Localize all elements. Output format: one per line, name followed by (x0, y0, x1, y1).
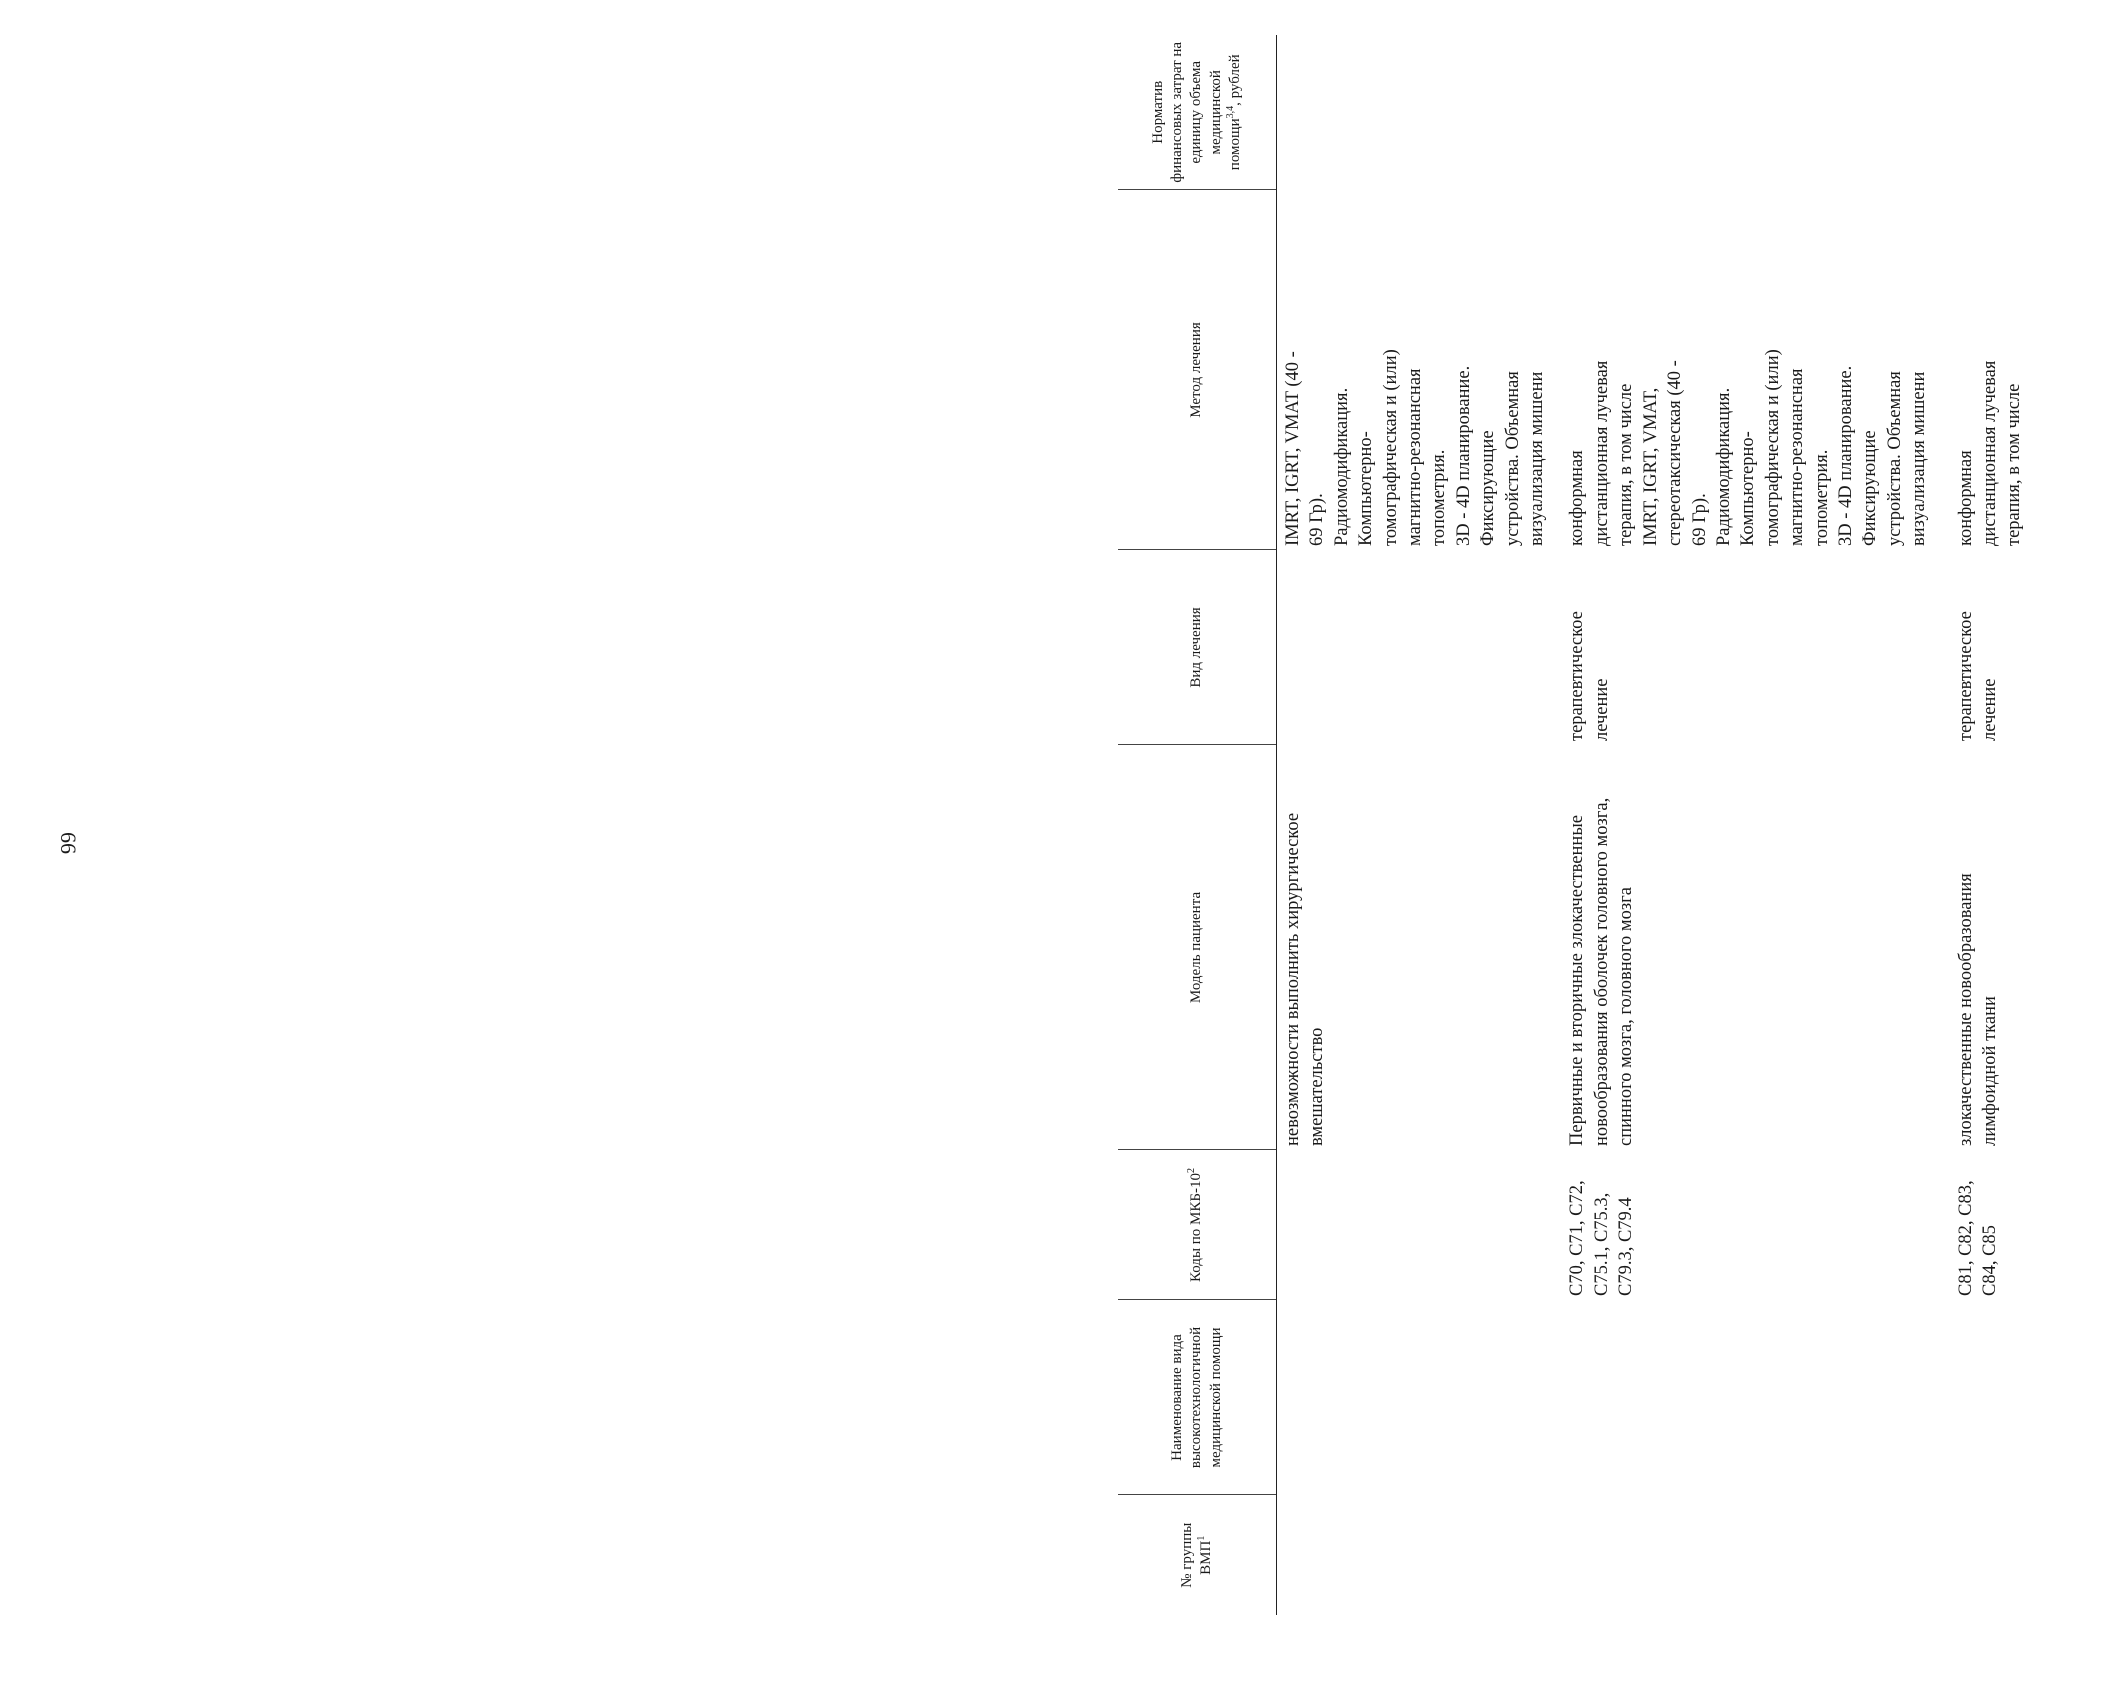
cell-group-number (1277, 1495, 1558, 1615)
header-patient-model: Модель пациента (1118, 745, 1277, 1150)
cell-treatment-method: конформная дистанционная лучевая терапия, в том числе IMRT, IGRT, VMAT, стереотаксическая (40 - 69 Гр). Радиомодификация. Компьютерно- томографическая и (или) магнитно-резонансная топометрия. 3D - 4D планирование. Фиксирующие устройства. Объемная визуализация мишени (1567, 349, 1930, 546)
cell-treatment-method: IMRT, IGRT, VMAT (40 - 69 Гр). Радиомодификация. Компьютерно- томографическая и (или) магнитно-резонансная топометрия. 3D - 4D планирование. Фиксирующие устройства. Объемная визуализация мишени (1283, 349, 1548, 546)
header-group-number: № группы ВМП$^1$ (1118, 1495, 1277, 1615)
cell-icd-codes: C70, C71, C72, C75.1, C75.3, C79.3, C79.4 (1567, 1180, 1637, 1296)
cell-treatment-type (1277, 550, 1558, 745)
cell-group-number (1940, 1495, 2035, 1615)
cell-icd-codes (1277, 1150, 1558, 1300)
cell-vmp-name (1277, 1300, 1558, 1495)
cell-patient-model: Первичные и вторичные злокачественные новообразования оболочек головного мозга, спинного мозга, головного мозга (1567, 797, 1637, 1146)
cell-icd-codes: C81, C82, C83, C84, C85 (1955, 1180, 2000, 1296)
cell-vmp-name (1557, 1300, 1939, 1495)
cell-treatment-type: терапевтическое лечение (1567, 611, 1612, 741)
cell-cost-norm (1940, 35, 2035, 190)
vmp-table (1118, 35, 2035, 1615)
table-row (1557, 35, 1939, 1615)
cell-patient-model: невозможности выполнить хирургическое вмешательство (1283, 812, 1328, 1146)
landscape-page (1118, 35, 2118, 1615)
table-header-row (1118, 35, 1277, 1615)
cell-patient-model: злокачественные новообразования лимфоидной ткани (1955, 873, 2000, 1146)
cell-cost-norm (1277, 35, 1558, 190)
header-cost-norm: Норматив финансовых затрат на единицу объема медицинской помощи$^{3,4}$, рублей (1118, 35, 1277, 190)
header-icd-codes: Коды по МКБ-$10^2$ (1118, 1150, 1277, 1300)
table-row (1940, 35, 2035, 1615)
cell-treatment-type: терапевтическое лечение (1955, 611, 2000, 741)
cell-group-number (1557, 1495, 1939, 1615)
header-treatment-type: Вид лечения (1118, 550, 1277, 745)
cell-cost-norm (1557, 35, 1939, 190)
page-number: 66 (56, 832, 81, 854)
header-vmp-name: Наименование вида высокотехнологичной медицинской помощи (1118, 1300, 1277, 1495)
table-row (1277, 35, 1558, 1615)
cell-vmp-name (1940, 1300, 2035, 1495)
header-treatment-method: Метод лечения (1118, 190, 1277, 550)
cell-treatment-method: конформная дистанционная лучевая терапия, в том числе (1955, 360, 2025, 546)
